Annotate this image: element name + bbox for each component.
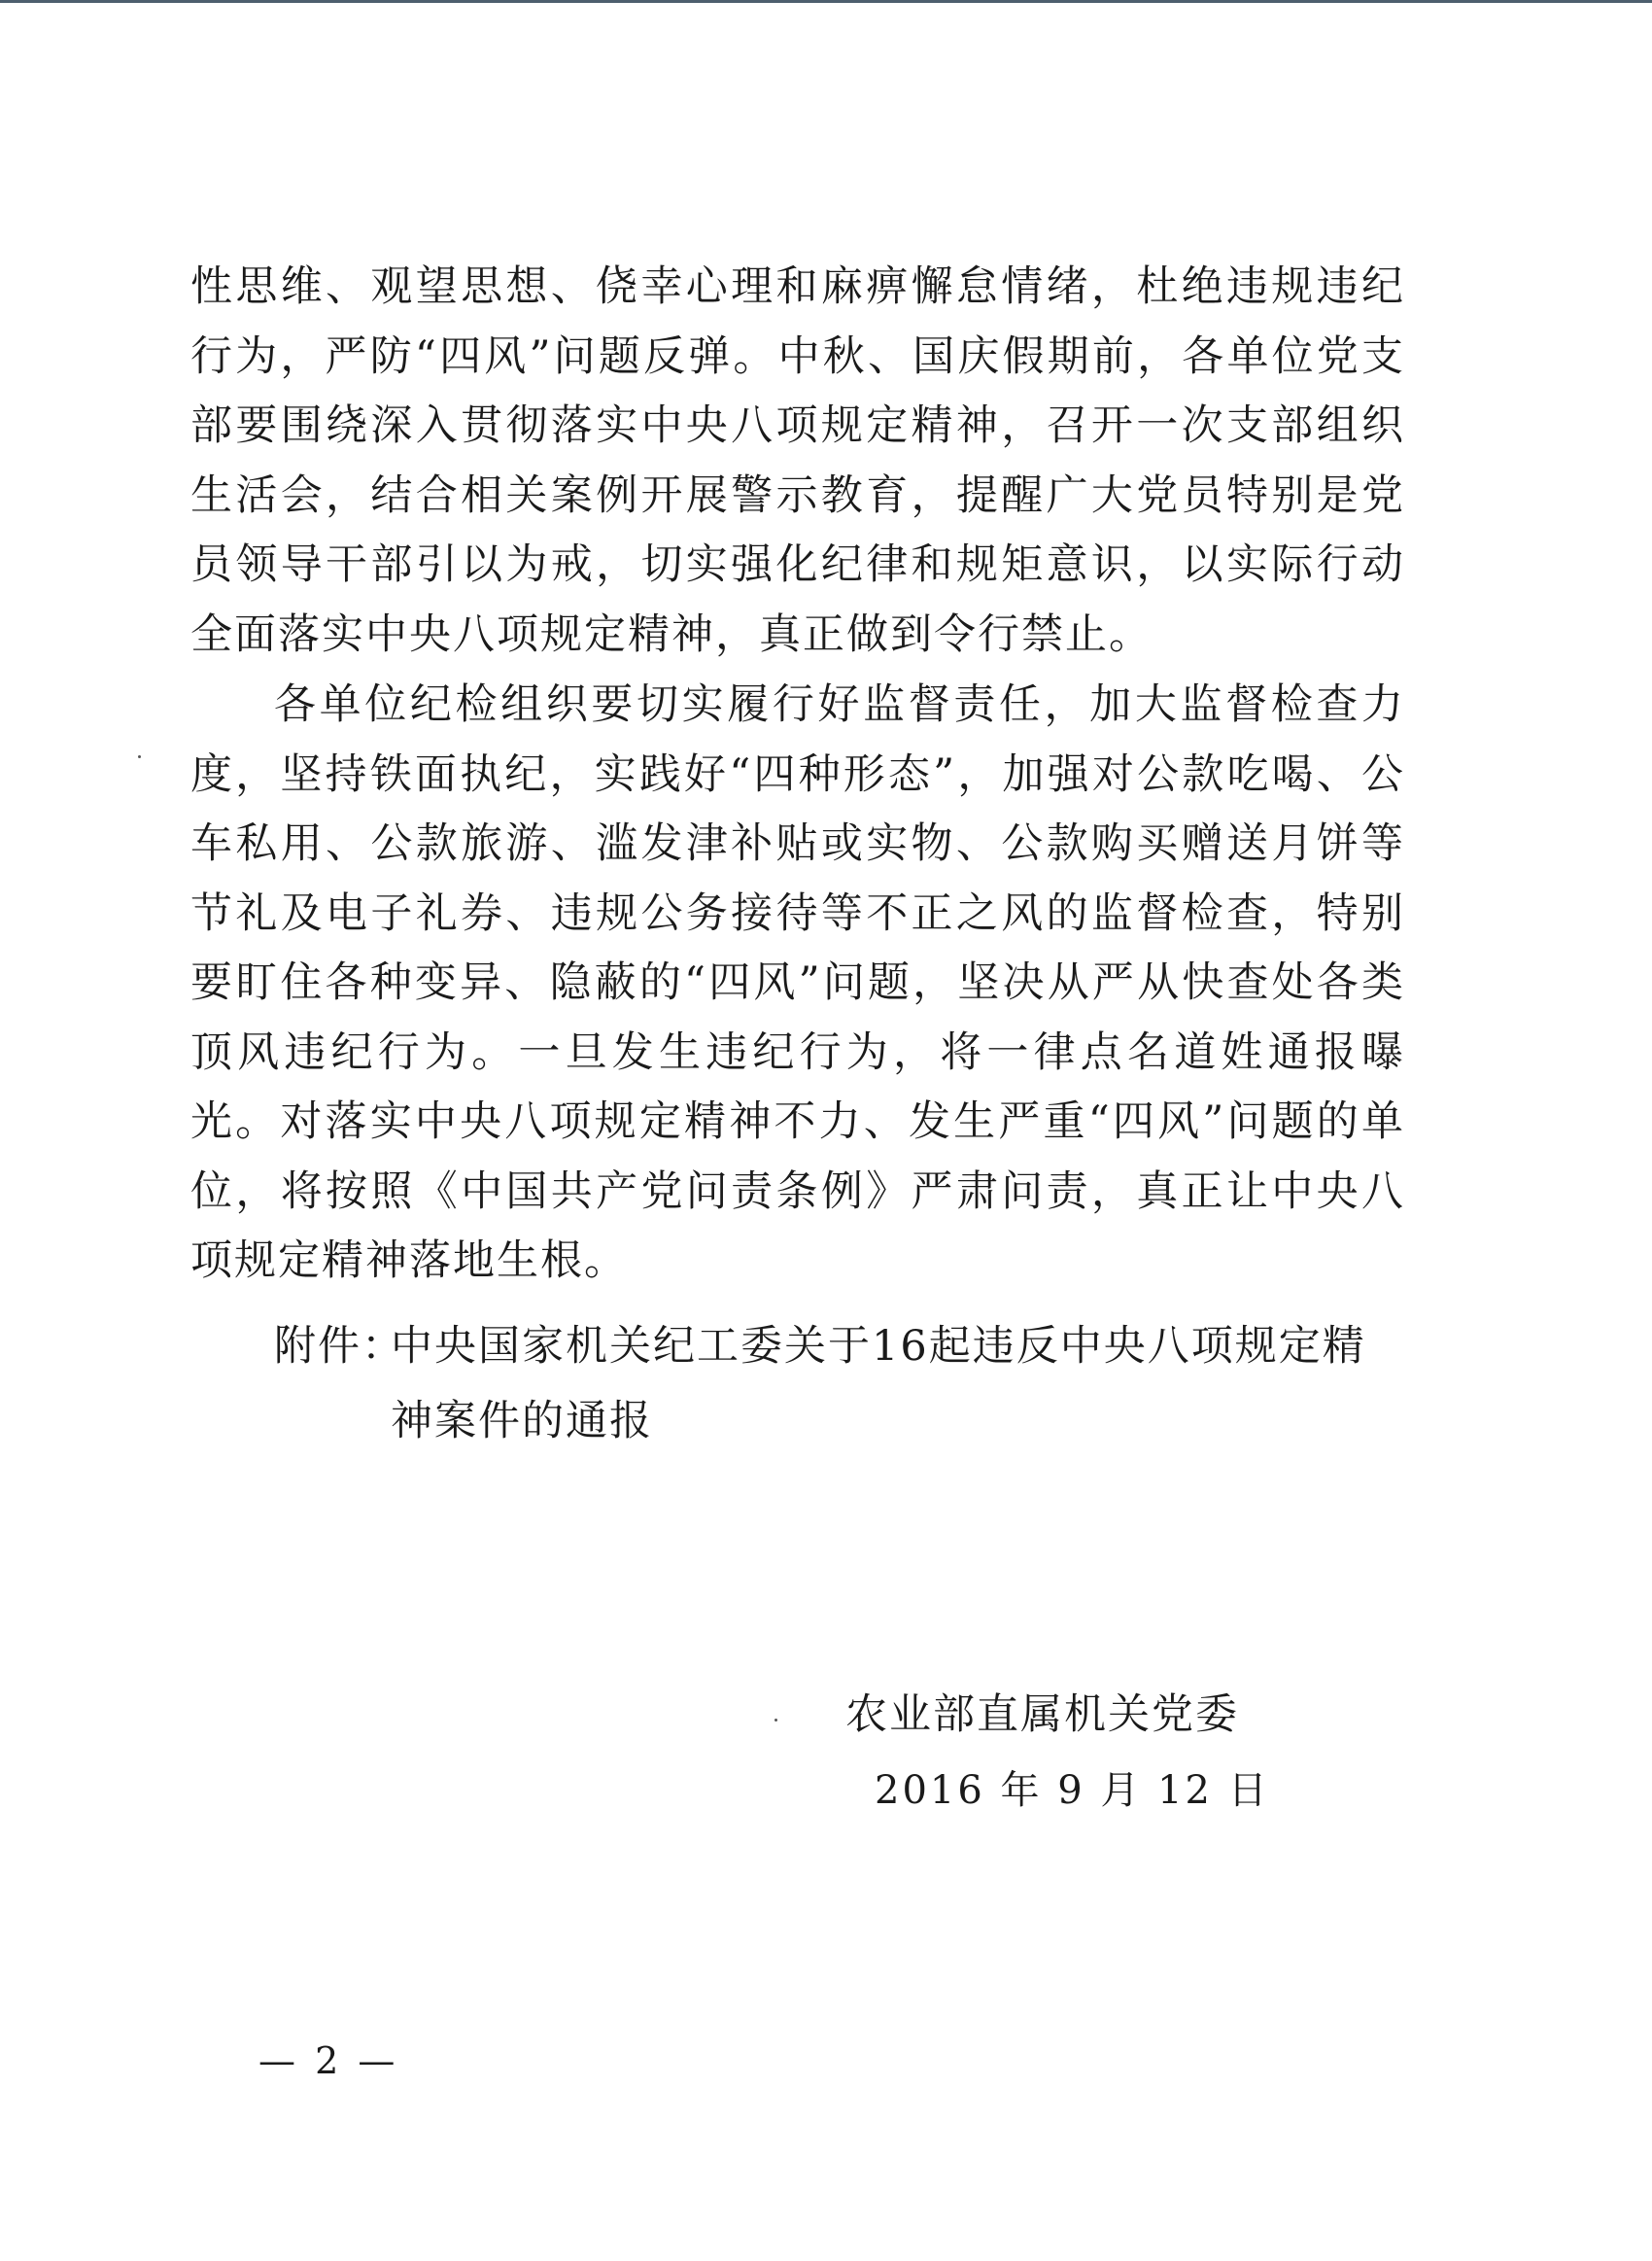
attachment-label: 附件： — [274, 1322, 405, 1371]
body-paragraph-1: 性思维、观望思想、侥幸心理和麻痹懈怠情绪，杜绝违规违纪行为，严防“四风”问题反弹。中秋、国庆假期前，各单位党支部要围绕深入贯彻落实中央八项规定精神，召开一次支部组织生活会，结合相关案例开展警示教育，提醒广大党员特别是党员领导干部引以为戒，切实强化纪律和规矩意识，以实际行动全面落实中央八项规定精神，真正做到令行禁止。 — [190, 262, 1405, 659]
issuing-organization: 农业部直属机关党委 — [845, 1690, 1239, 1739]
attachment-title: 中央国家机关纪工委关于16起违反中央八项规定精神案件的通报 — [391, 1322, 1366, 1445]
scan-speck — [138, 755, 141, 758]
page-number: — 2 — — [258, 2039, 399, 2082]
body-paragraph-2: 各单位纪检组织要切实履行好监督责任，加大监督检查力度，坚持铁面执纪，实践好“四种形态”，加强对公款吃喝、公车私用、公款旅游、滥发津补贴或实物、公款购买赠送月饼等节礼及电子礼券、违规公务接待等不正之风的监督检查，特别要盯住各种变异、隐蔽的“四风”问题，坚决从严从快查处各类顶风违纪行为。一旦发生违纪行为，将一律点名道姓通报曝光。对落实中央八项规定精神不力、发生严重“四风”问题的单位，将按照《中国共产党问责条例》严肃问责，真正让中央八项规定精神落地生根。 — [190, 680, 1405, 1285]
scan-speck — [774, 1719, 777, 1722]
issue-date: 2016 年 9 月 12 日 — [875, 1768, 1270, 1813]
scan-top-edge — [0, 0, 1652, 3]
